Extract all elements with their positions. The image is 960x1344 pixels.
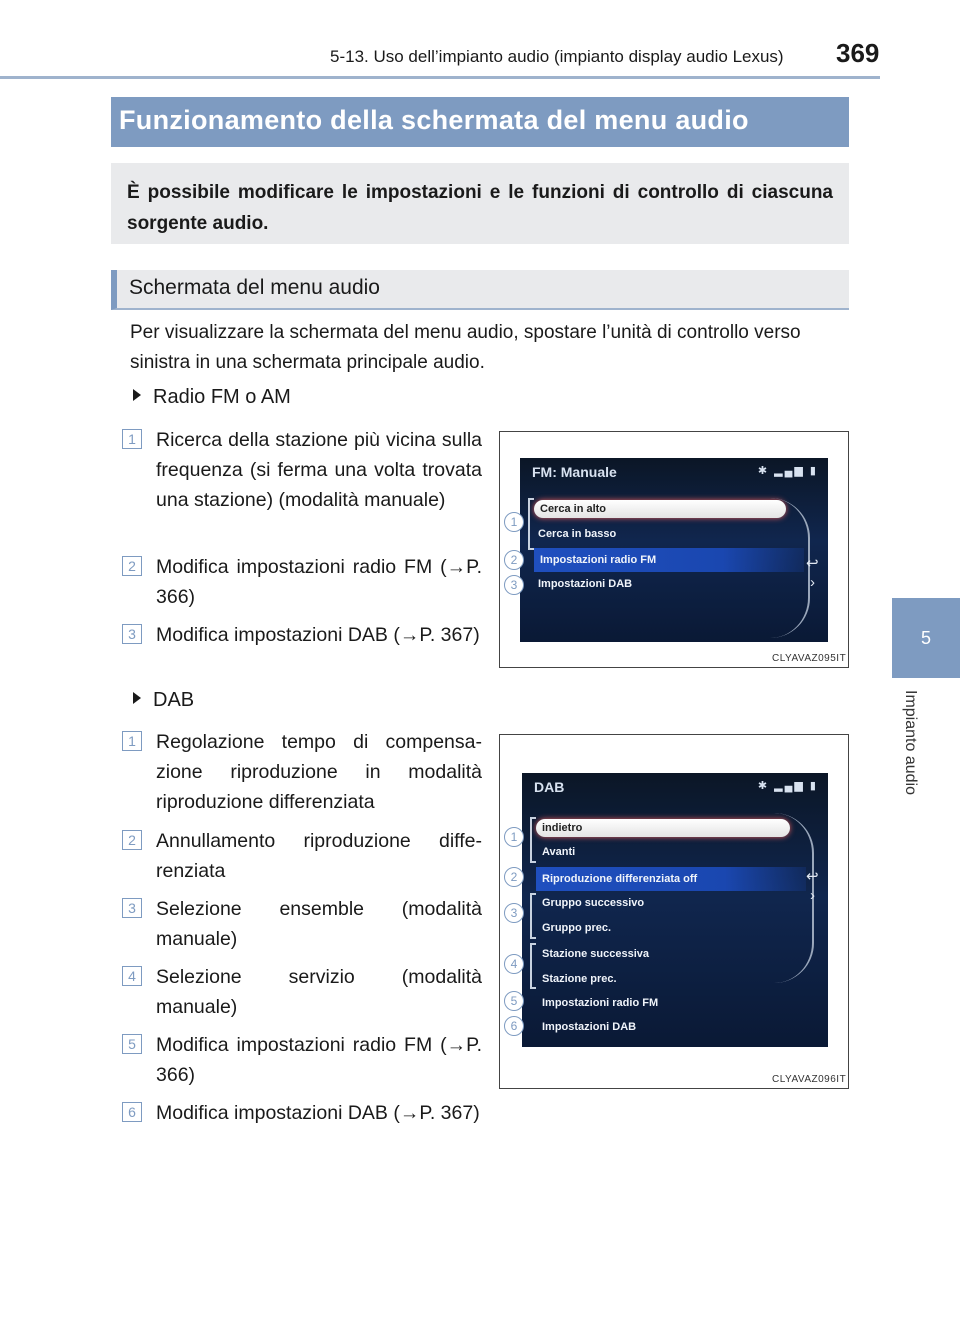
page-title: Funzionamento della schermata del menu audio [111, 97, 849, 147]
intro-box: È possibile modificare le impostazioni e le funzioni di controllo di ciascuna sorgente audio. [111, 163, 849, 244]
item-text: Modifica impostazioni DAB (→P. 367) [156, 624, 480, 646]
dab-screen [522, 773, 828, 1047]
callout-3: 3 [504, 575, 524, 595]
item-text: Modifica impostazioni radio FM (→P. 366) [156, 1034, 482, 1086]
item-text: Selezione ensemble (modalità manuale) [156, 898, 482, 950]
menu-row-time-shift-off[interactable]: Riproduzione differenziata off [536, 867, 806, 891]
fm-heading [133, 386, 291, 409]
item-text: Regolazione tempo di compensa-zione riproduzione in modalità riproduzione differenziata [156, 731, 482, 813]
menu-row-search-up[interactable]: Cerca in alto [534, 500, 786, 518]
list-item [122, 826, 482, 886]
group-bracket [528, 498, 534, 550]
menu-row-search-down[interactable]: Cerca in basso [538, 528, 617, 540]
item-number-badge: 4 [122, 966, 142, 986]
item-text: Selezione servizio (modalità manuale) [156, 966, 482, 1018]
list-item [122, 1030, 482, 1090]
item-text: Ricerca della stazione più vicina sulla frequenza (si ferma una volta trovata una stazione) (modalità manuale) [156, 429, 482, 511]
callout-5: 5 [504, 991, 524, 1011]
menu-row-next-station[interactable]: Stazione successiva [542, 948, 650, 960]
fm-heading-text: Radio FM o AM [153, 386, 291, 408]
header-rule [0, 76, 880, 79]
menu-row-fm-settings[interactable]: Impostazioni radio FM [542, 997, 659, 1009]
item-number-badge: 2 [122, 830, 142, 850]
item-number-badge: 1 [122, 731, 142, 751]
list-item [122, 727, 482, 817]
chevron-right-icon: › [810, 574, 815, 591]
running-header-section: 5-13. Uso dell’impianto audio (impianto display audio Lexus) [330, 47, 784, 66]
subsection-title: Schermata del menu audio [111, 270, 849, 310]
menu-row-back[interactable]: indietro [536, 819, 790, 837]
list-item [122, 425, 482, 515]
item-text: Annullamento riproduzione diffe-renziata [156, 830, 482, 882]
callout-1: 1 [504, 827, 524, 847]
callout-6: 6 [504, 1016, 524, 1036]
list-item [122, 620, 482, 650]
menu-row-prev-station[interactable]: Stazione prec. [542, 973, 617, 985]
menu-row-dab-settings[interactable]: Impostazioni DAB [538, 578, 633, 590]
item-number-badge: 2 [122, 556, 142, 576]
callout-4: 4 [504, 954, 524, 974]
screen-title: DAB [534, 779, 565, 795]
dab-heading [133, 689, 194, 712]
dab-menu-screenshot [499, 734, 849, 1089]
chapter-tab [892, 598, 960, 678]
item-number-badge: 1 [122, 429, 142, 449]
item-number-badge: 3 [122, 898, 142, 918]
dab-heading-text: DAB [153, 689, 195, 711]
image-code: CLYAVAZ095IT [772, 653, 847, 664]
list-item [122, 552, 482, 612]
item-text: Modifica impostazioni radio FM (→P. 366) [156, 556, 482, 608]
item-number-badge: 6 [122, 1102, 142, 1122]
menu-row-fm-settings[interactable]: Impostazioni radio FM [534, 548, 804, 572]
list-item [122, 1098, 542, 1128]
triangle-bullet-icon [133, 389, 141, 401]
fm-menu-screenshot [499, 431, 849, 668]
menu-row-forward[interactable]: Avanti [542, 846, 576, 858]
callout-2: 2 [504, 550, 524, 570]
image-code: CLYAVAZ096IT [772, 1074, 847, 1085]
menu-row-next-ensemble[interactable]: Gruppo successivo [542, 897, 645, 909]
menu-row-dab-settings[interactable]: Impostazioni DAB [542, 1021, 637, 1033]
chevron-right-icon: › [810, 887, 815, 904]
control-arc [770, 498, 810, 638]
item-number-badge: 5 [122, 1034, 142, 1054]
list-item [122, 962, 482, 1022]
chapter-number: 5 [920, 627, 931, 648]
menu-row-prev-ensemble[interactable]: Gruppo prec. [542, 922, 612, 934]
list-item [122, 894, 482, 954]
item-text: Modifica impostazioni DAB (→P. 367) [156, 1102, 480, 1124]
lead-paragraph: Per visualizzare la schermata del menu audio, spostare l’unità di controllo verso sinistra in una schermata principale audio. [130, 322, 801, 373]
callout-1: 1 [504, 512, 524, 532]
callout-3: 3 [504, 903, 524, 923]
page-number: 369 [836, 38, 880, 68]
return-arrow-icon: ↩ [806, 555, 819, 572]
item-number-badge: 3 [122, 624, 142, 644]
status-icons: ✱ ▂▄▆ ▮ [757, 465, 818, 477]
return-arrow-icon: ↩ [806, 868, 819, 885]
chapter-label: Impianto audio [902, 690, 919, 795]
status-icons: ✱ ▂▄▆ ▮ [757, 780, 818, 792]
control-arc [774, 813, 814, 983]
callout-2: 2 [504, 867, 524, 887]
triangle-bullet-icon [133, 692, 141, 704]
fm-screen [520, 458, 828, 642]
screen-title: FM: Manuale [532, 464, 617, 480]
